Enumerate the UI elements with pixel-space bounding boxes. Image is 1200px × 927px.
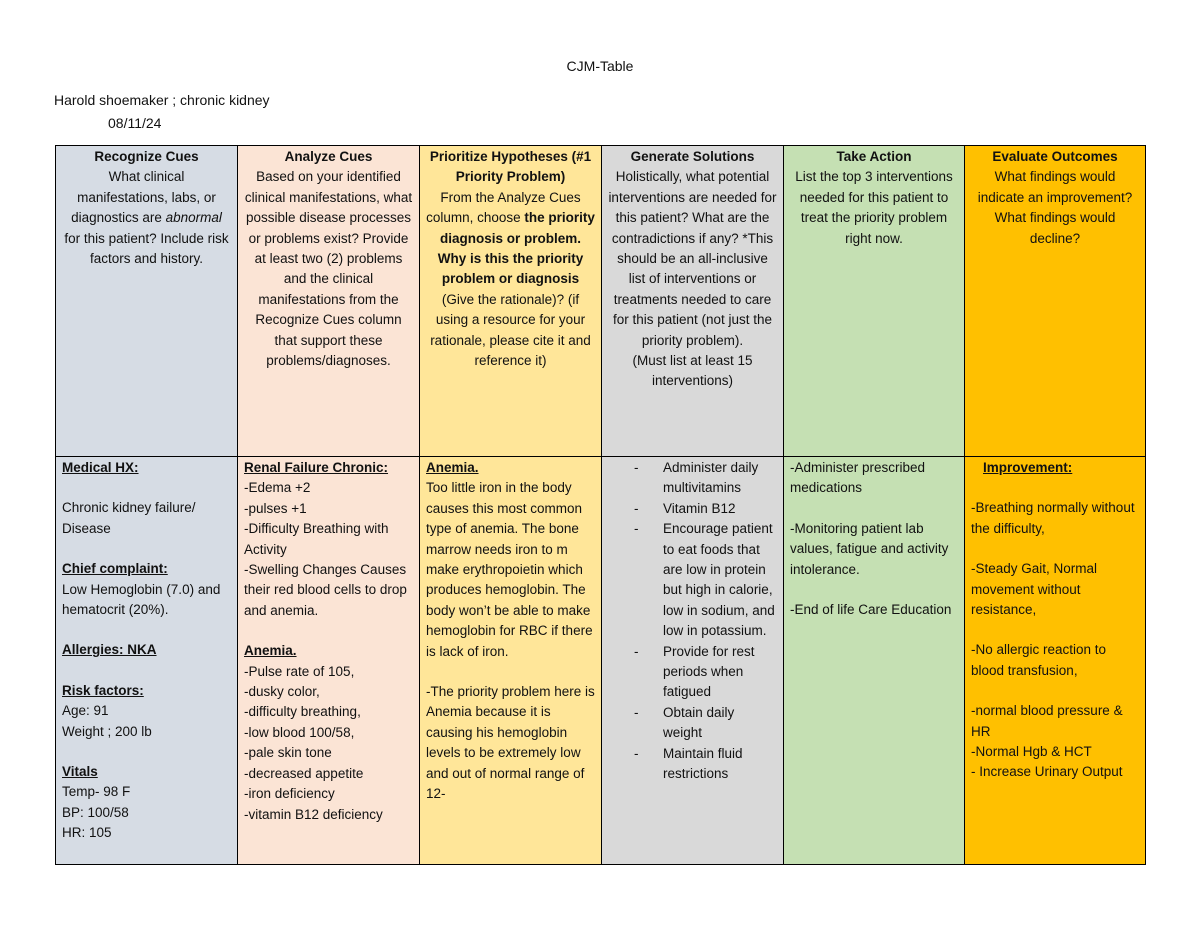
anemia-item: -iron deficiency (244, 786, 335, 802)
improvement-label: Improvement: (983, 460, 1073, 475)
renal-item: -Difficulty Breathing with Activity (244, 521, 389, 557)
header-title: Recognize Cues (94, 149, 199, 164)
header-row (56, 146, 1146, 457)
evaluate-outcomes-cell (965, 457, 1146, 865)
anemia-item: -pale skin tone (244, 745, 332, 761)
header-recognize-cues: Recognize Cues What clinical manifestations, labs, or diagnostics are abnormal for this patient? Include risk factors and history. (56, 146, 238, 457)
anemia-item: -dusky color, (244, 684, 320, 700)
age-value: Age: 91 (62, 703, 109, 719)
header-title: Analyze Cues (284, 149, 373, 164)
outcome-item: -No allergic reaction to blood transfusion, (971, 642, 1107, 678)
document-title: CJM-Table (566, 58, 634, 74)
outcome-item: -Normal Hgb & HCT (971, 744, 1092, 760)
header-title: Evaluate Outcomes (992, 149, 1118, 164)
header-title: Generate Solutions (630, 149, 755, 164)
anemia-item: -decreased appetite (244, 765, 364, 781)
risk-factors-label: Risk factors: (62, 682, 144, 698)
chief-complaint-value: Low Hemoglobin (7.0) and hematocrit (20%). (62, 581, 221, 618)
priority-rationale: Too little iron in the body causes this most common type of anemia. The bone marrow needs iron to m make erythropoietin which produces hemoglobin. The body won’t be able to make hemoglobin for RBC if there is lack of iron. (426, 480, 593, 659)
medical-hx-label: Medical HX: (62, 460, 139, 475)
action-item: -Administer prescribed medications (790, 460, 926, 496)
anemia-item: -vitamin B12 deficiency (244, 806, 383, 822)
outcome-item: -Steady Gait, Normal movement without resistance, (971, 561, 1098, 618)
renal-failure-label: Renal Failure Chronic: (244, 460, 389, 475)
patient-line: Harold shoemaker ; chronic kidney (54, 92, 270, 108)
list-item: - Encourage patient to eat foods that are low in protein but high in calorie, low in sodium, and low in potassium. (608, 519, 777, 641)
weight-value: Weight ; 200 lb (62, 723, 152, 739)
header-title: Take Action (836, 149, 912, 164)
list-item: - Administer daily multivitamins (608, 458, 777, 499)
header-take-action: Take Action List the top 3 interventions needed for this patient to treat the priority problem right now. (784, 146, 965, 457)
list-item: - Provide for rest periods when fatigued (608, 642, 777, 703)
cjm-table (55, 145, 1146, 865)
bp-value: BP: 100/58 (62, 804, 129, 820)
vitals-label: Vitals (62, 764, 98, 780)
anemia-label: Anemia. (244, 643, 297, 659)
outcome-item: - Increase Urinary Output (971, 764, 1123, 780)
outcome-item: -normal blood pressure & HR (971, 703, 1123, 739)
renal-item: -Swelling Changes Causes their red blood cells to drop and anemia. (244, 562, 407, 618)
renal-item: -Edema +2 (244, 480, 311, 496)
anemia-item: -Pulse rate of 105, (244, 663, 355, 679)
hr-value: HR: 105 (62, 825, 112, 841)
chief-complaint-label: Chief complaint: (62, 561, 168, 577)
take-action-cell (784, 457, 965, 865)
recognize-cues-cell (56, 457, 238, 865)
document-date: 08/11/24 (108, 115, 162, 131)
outcome-item: -Breathing normally without the difficulty, (971, 500, 1135, 536)
temp-value: Temp- 98 F (62, 784, 131, 800)
priority-anemia-label: Anemia. (426, 460, 479, 475)
list-item: - Maintain fluid restrictions (608, 744, 777, 785)
action-item: -End of life Care Education (790, 602, 952, 618)
anemia-item: -low blood 100/58, (244, 724, 355, 740)
medical-hx-value: Chronic kidney failure/ Disease (62, 500, 196, 536)
list-item: - Vitamin B12 (608, 499, 777, 519)
list-item: - Obtain daily weight (608, 703, 777, 744)
priority-statement: -The priority problem here is Anemia because it is causing his hemoglobin levels to be extremely low and out of normal range of 12- (426, 684, 595, 802)
renal-item: -pulses +1 (244, 500, 307, 516)
content-row (56, 457, 1146, 865)
header-prioritize-hypotheses: Prioritize Hypotheses (#1 Priority Problem) From the Analyze Cues column, choose the priority diagnosis or problem. Why is this the priority problem or diagnosis (Give the rationale)? (if using a resource for your rationale, please cite it and reference it) (420, 146, 602, 457)
prioritize-hypotheses-cell (420, 457, 602, 865)
interventions-list (608, 458, 777, 785)
allergies-label: Allergies: NKA (62, 642, 157, 658)
header-title: Prioritize Hypotheses (#1 Priority Problem) (429, 149, 592, 185)
action-item: -Monitoring patient lab values, fatigue and activity intolerance. (790, 520, 949, 577)
header-generate-solutions: Generate Solutions Holistically, what potential interventions are needed for this patient? What are the contradictions if any? *This should be an all-inclusive list of interventions or treatments needed to care for this patient (not just the priority problem). (Must list at least 15 interventions) (602, 146, 784, 457)
header-analyze-cues: Analyze Cues Based on your identified clinical manifestations, what possible disease processes or problems exist? Provide at least two (2) problems and the clinical manifestations from the Recognize Cues column that support these problems/diagnoses. (238, 146, 420, 457)
analyze-cues-cell (238, 457, 420, 865)
header-evaluate-outcomes: Evaluate Outcomes What findings would indicate an improvement? What findings would decline? (965, 146, 1146, 457)
anemia-item: -difficulty breathing, (244, 704, 361, 720)
generate-solutions-cell (602, 457, 784, 865)
